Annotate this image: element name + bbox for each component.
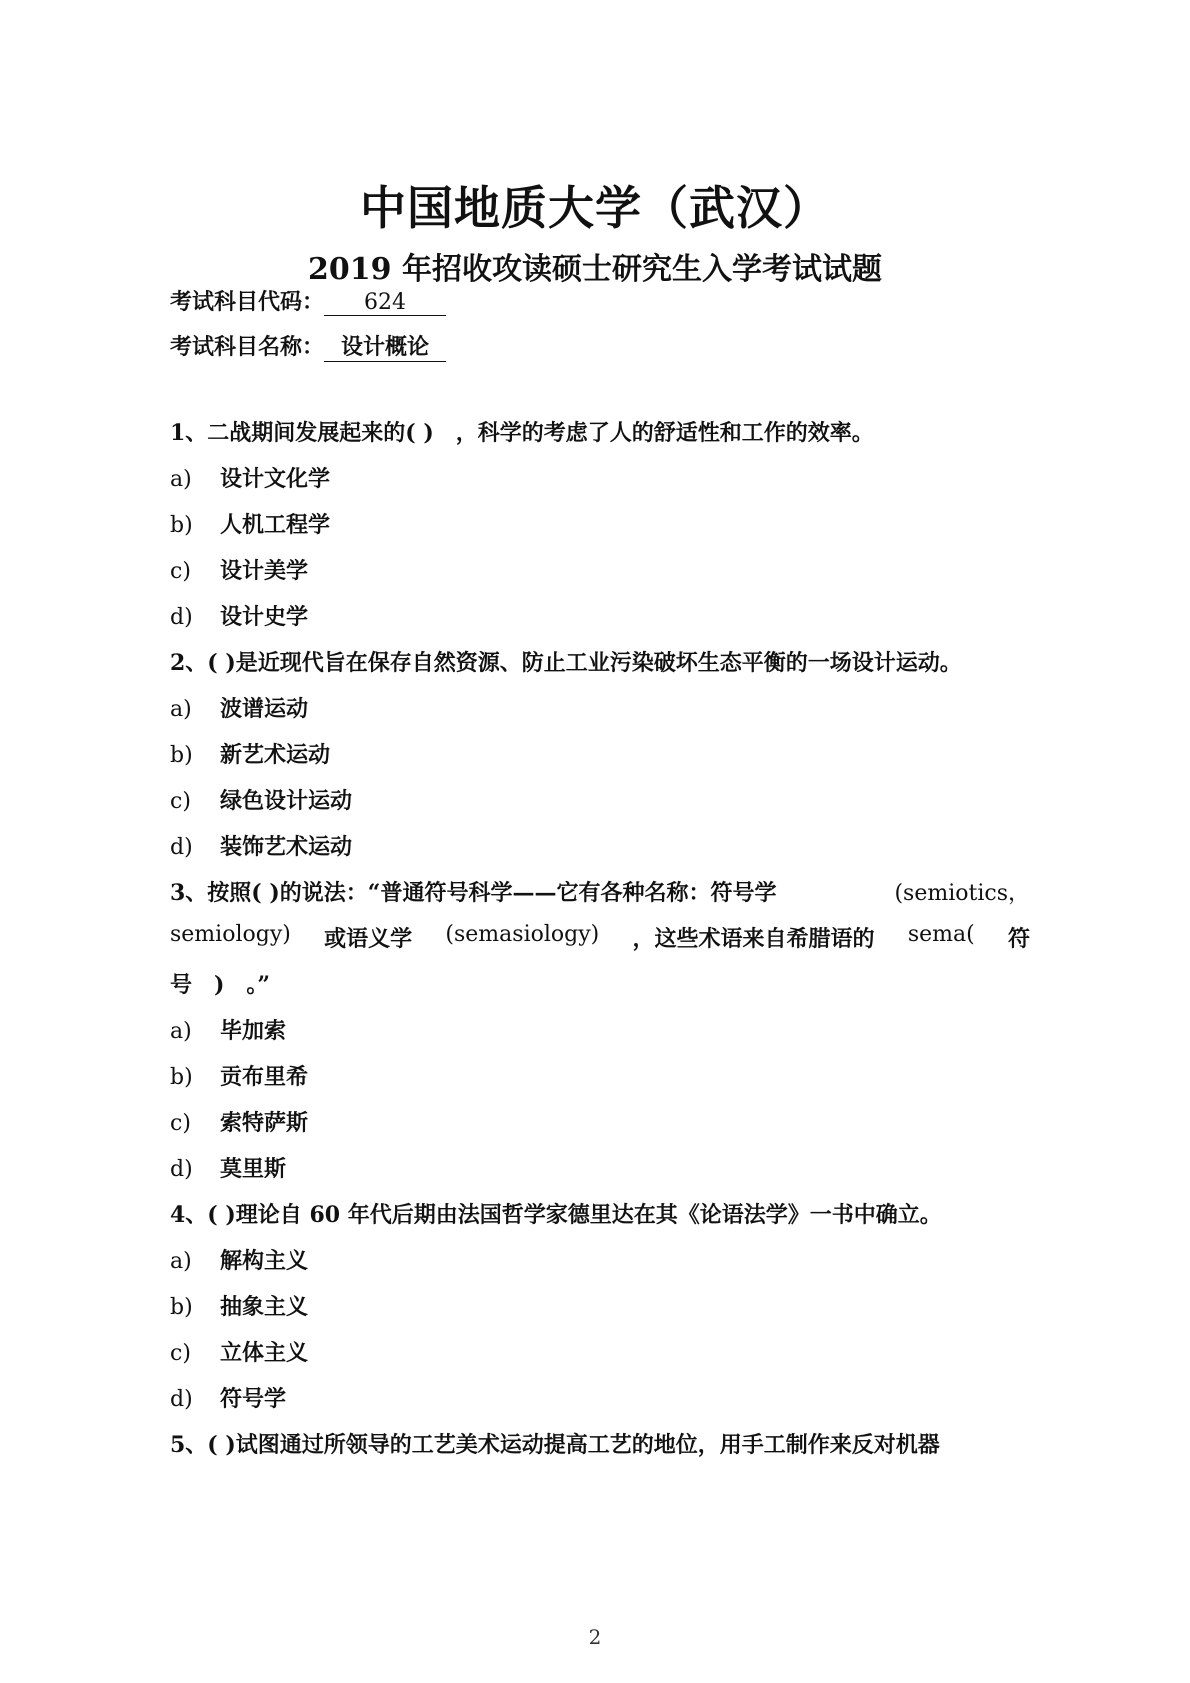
option-letter: a) <box>170 1019 192 1044</box>
question-1-stem: 1、二战期间发展起来的( ) ，科学的考虑了人的舒适性和工作的效率。 <box>170 420 874 446</box>
question-1-option-b <box>170 508 1030 539</box>
option-letter: c) <box>170 789 191 814</box>
question-2-stem: 2、( )是近现代旨在保存自然资源、防止工业污染破坏生态平衡的一场设计运动。 <box>170 650 962 676</box>
option-text: 设计史学 <box>220 604 309 630</box>
option-text: 装饰艺术运动 <box>220 834 353 860</box>
stem-fragment: semiology) <box>170 922 291 947</box>
option-letter: c) <box>170 1111 191 1136</box>
stem-fragment: 3、按照( )的说法：“普通符号科学——它有各种名称：符号学 <box>170 880 777 906</box>
option-letter: d) <box>170 605 193 630</box>
question-2-option-b <box>170 738 1030 769</box>
question-4-option-c <box>170 1336 1030 1367</box>
option-letter: b) <box>170 1295 193 1320</box>
option-text: 设计文化学 <box>220 466 331 492</box>
option-text: 解构主义 <box>220 1248 309 1274</box>
question-4-stem: 4、( )理论自 60 年代后期由法国哲学家德里达在其《论语法学》一书中确立。 <box>170 1202 942 1228</box>
stem-fragment: (semiotics， <box>894 881 1030 906</box>
option-text: 莫里斯 <box>220 1156 287 1182</box>
question-3-option-a <box>170 1014 1030 1045</box>
option-text: 绿色设计运动 <box>220 788 353 814</box>
question-1-option-a <box>170 462 1030 493</box>
option-text: 人机工程学 <box>220 512 331 538</box>
question-2-option-d <box>170 830 1030 861</box>
subject-name-label: 考试科目名称： <box>170 334 325 360</box>
option-text: 设计美学 <box>220 558 309 584</box>
question-4-option-a <box>170 1244 1030 1275</box>
question-4-option-d <box>170 1382 1030 1413</box>
university-title: 中国地质大学（武汉） <box>360 181 830 235</box>
option-letter: b) <box>170 513 193 538</box>
option-text: 符号学 <box>220 1386 287 1412</box>
page-number: 2 <box>588 1625 602 1649</box>
question-3-option-d <box>170 1152 1030 1183</box>
option-letter: b) <box>170 1065 193 1090</box>
option-text: 毕加索 <box>220 1018 287 1044</box>
question-2-option-a <box>170 692 1030 723</box>
stem-fragment: 符 <box>1007 926 1030 952</box>
stem-fragment: sema( <box>907 922 975 947</box>
question-4-option-b <box>170 1290 1030 1321</box>
option-letter: c) <box>170 1341 191 1366</box>
option-text: 立体主义 <box>220 1340 309 1366</box>
stem-fragment: (semasiology) <box>445 922 600 947</box>
subject-name-value: 设计概论 <box>324 330 446 362</box>
stem-fragment: 或语义学 <box>324 926 413 952</box>
subject-code-label: 考试科目代码： <box>170 289 325 315</box>
question-3-option-b <box>170 1060 1030 1091</box>
subject-code-value: 624 <box>324 290 446 316</box>
exam-title: 2019 年招收攻读硕士研究生入学考试试题 <box>308 252 882 287</box>
option-letter: d) <box>170 1157 193 1182</box>
option-text: 抽象主义 <box>220 1294 309 1320</box>
option-text: 贡布里希 <box>220 1064 309 1090</box>
subject-name-row <box>170 330 446 362</box>
question-3-option-c <box>170 1106 1030 1137</box>
option-letter: b) <box>170 743 193 768</box>
question-1-option-d <box>170 600 1030 631</box>
subject-code-row <box>170 285 446 316</box>
question-3-stem-line-2 <box>170 922 1030 953</box>
question-2-option-c <box>170 784 1030 815</box>
question-1-option-c <box>170 554 1030 585</box>
option-text: 波谱运动 <box>220 696 309 722</box>
option-text: 新艺术运动 <box>220 742 331 768</box>
option-letter: d) <box>170 1387 193 1412</box>
question-3-stem-line-3: 号 ) 。” <box>170 972 271 998</box>
option-letter: d) <box>170 835 193 860</box>
option-letter: a) <box>170 697 192 722</box>
option-letter: a) <box>170 467 192 492</box>
option-text: 索特萨斯 <box>220 1110 309 1136</box>
question-5-stem: 5、( )试图通过所领导的工艺美术运动提高工艺的地位，用手工制作来反对机器 <box>170 1432 940 1458</box>
option-letter: a) <box>170 1249 192 1274</box>
question-3-stem-line-1 <box>170 876 1030 907</box>
stem-fragment: ，这些术语来自希腊语的 <box>632 926 875 952</box>
option-letter: c) <box>170 559 191 584</box>
